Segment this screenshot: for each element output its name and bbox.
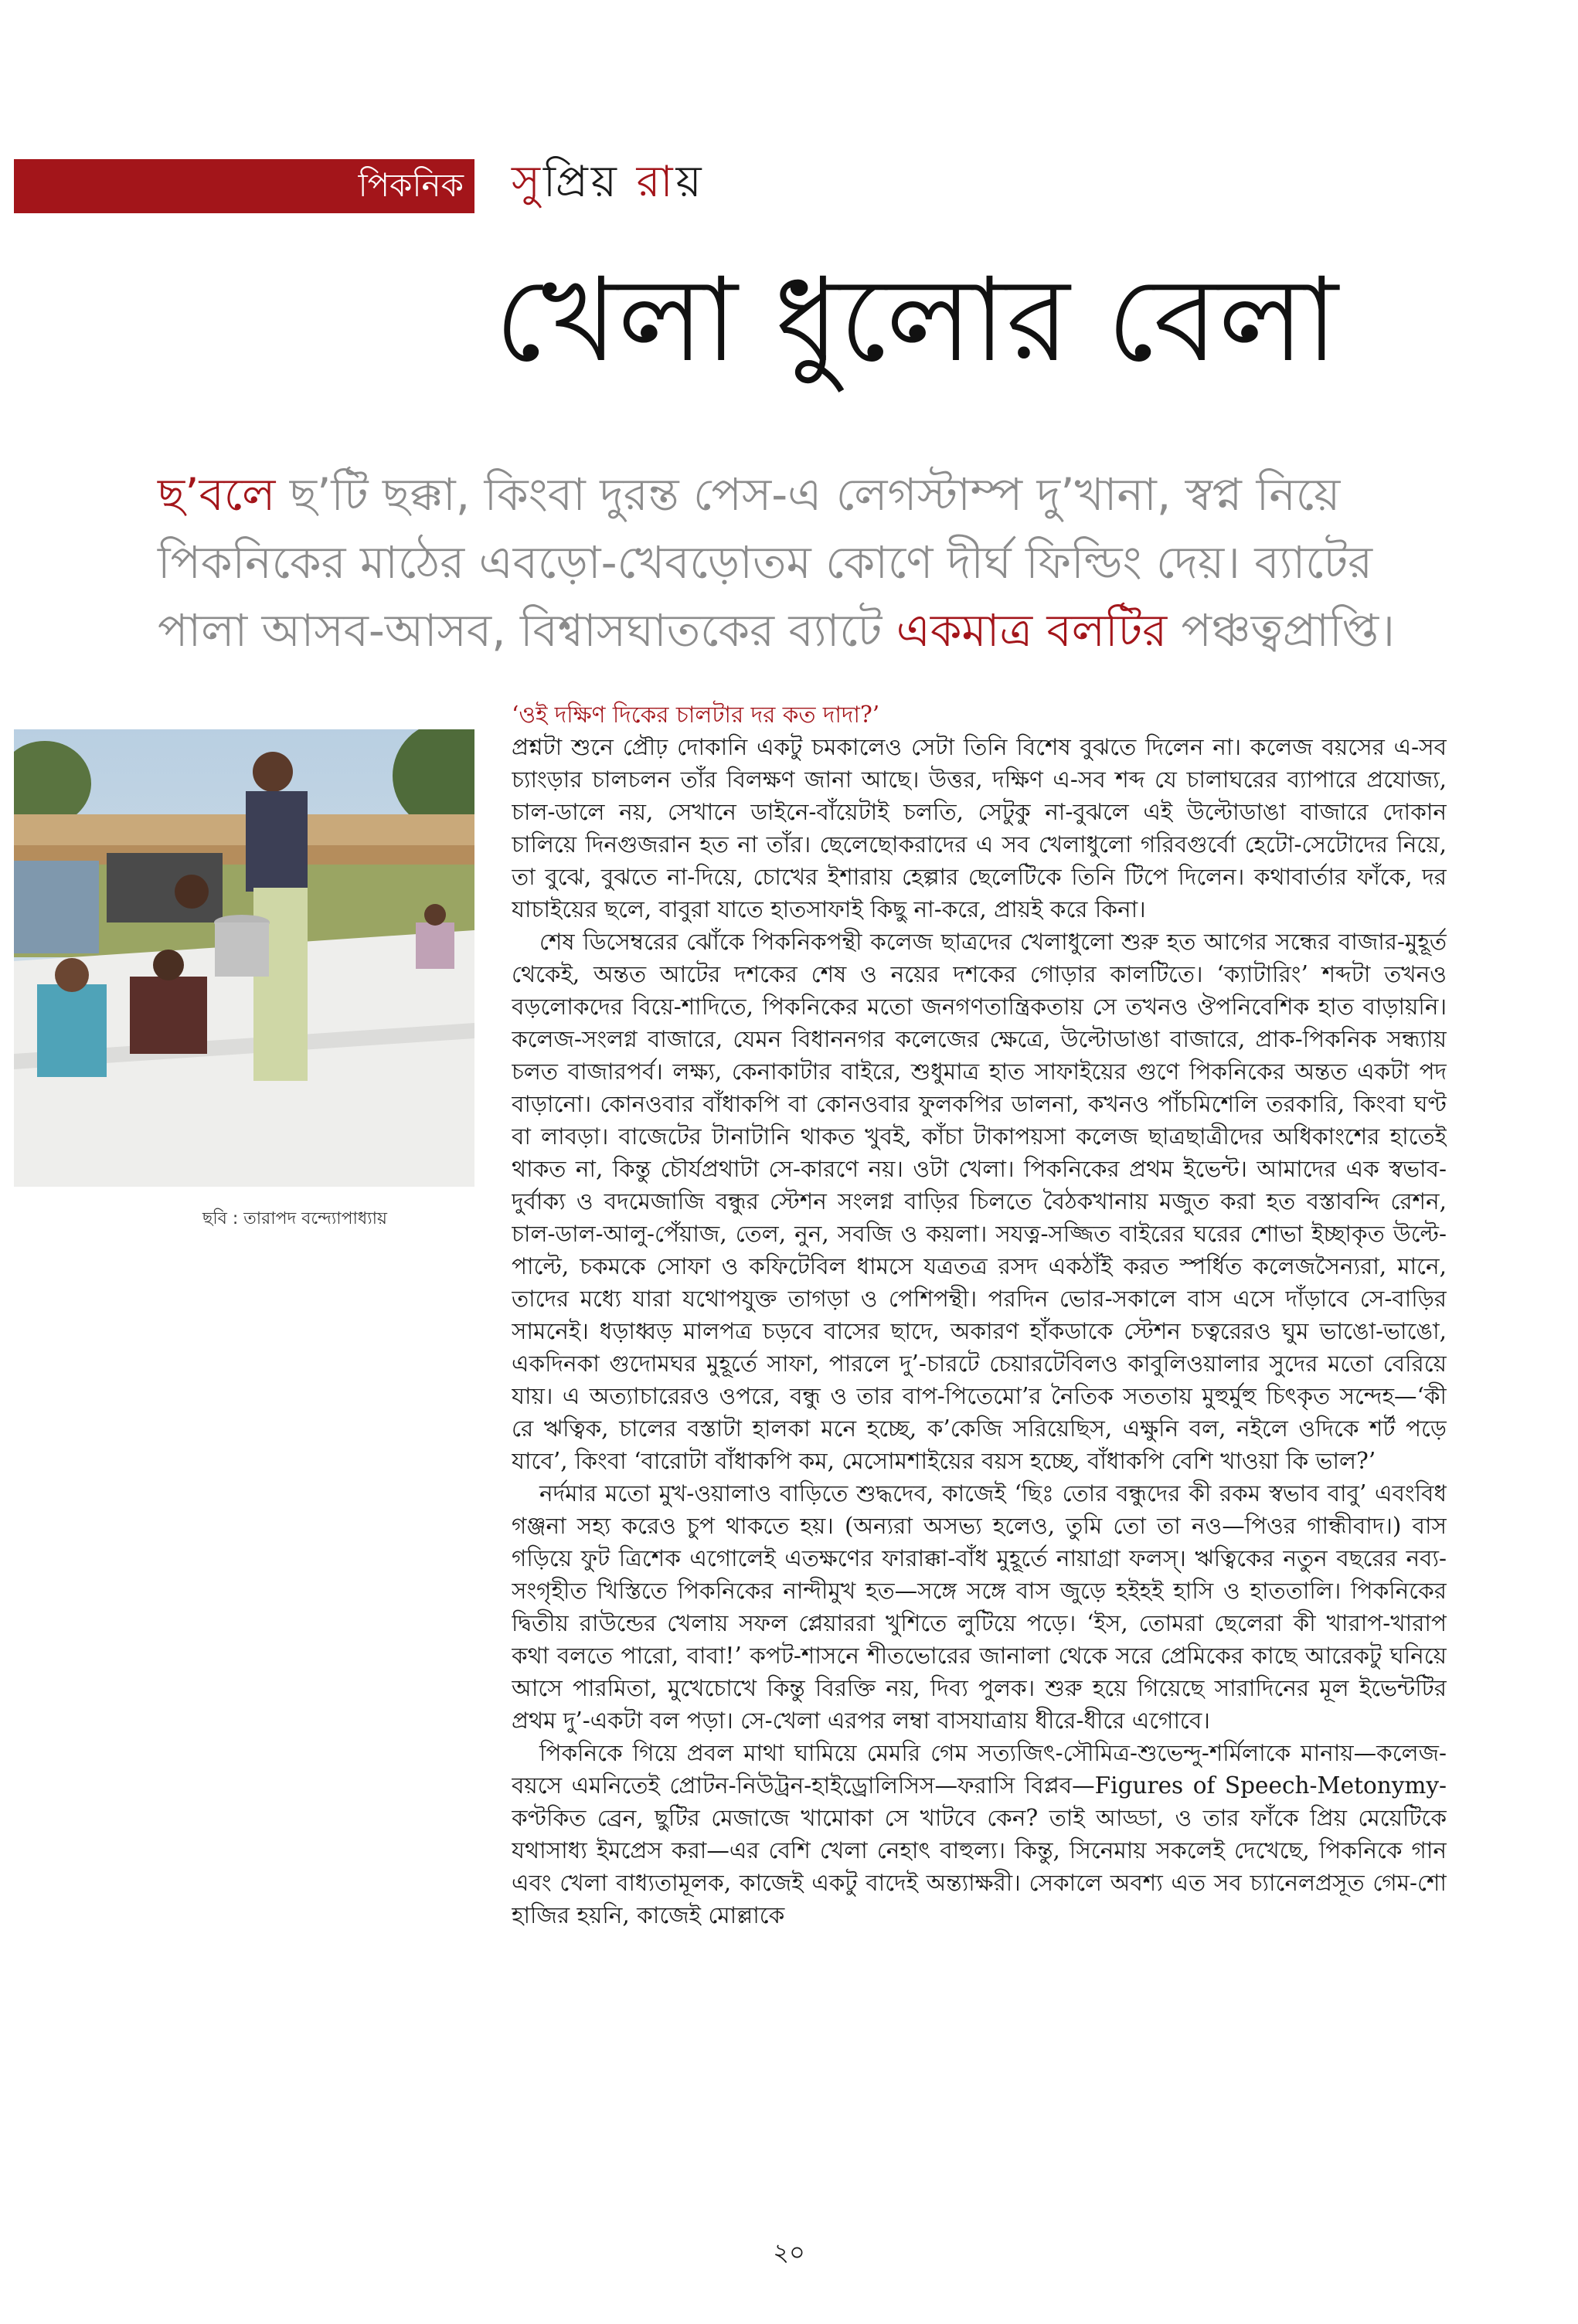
picnic-photo-illustration	[14, 729, 474, 1187]
article-paragraph: নর্দমার মতো মুখ-ওয়ালাও বাড়িতে শুদ্ধদেব, কাজেই ‘ছিঃ তোর বন্ধুদের কী রকম স্বভাব বাবু’ এবংবিধ গঞ্জনা সহ্য করেও চুপ থাকতে হয়। (অন্যরা অসভ্য হলেও, তুমি তো তা নও—পিওর গান্ধীবাদ।) বাস গড়িয়ে ফুট ত্রিশেক এগোলেই এতক্ষণের ফারাক্কা-বাঁধ মুহূর্তে নায়াগ্রা ফলস্। ঋত্বিকের নতুন বছরের নব্য-সংগৃহীত খিস্তিতে পিকনিকের নান্দীমুখ হত—সঙ্গে সঙ্গে বাস জুড়ে হইহই হাসি ও হাততালি। পিকনিকের দ্বিতীয় রাউন্ডের খেলায় সফল প্লেয়াররা খুশিতে লুটিয়ে পড়ে। ‘ইস, তোমরা ছেলেরা কী খারাপ-খারাপ কথা বলতে পারো, বাবা!’ কপট-শাসনে শীতভোরের জানালা থেকে সরে প্রেমিকের কাছে আরেকটু ঘনিয়ে আসে পারমিতা, মুখেচোখে কিন্তু বিরক্তি নয়, দিব্য পুলক। শুরু হয়ে গিয়েছে সারাদিনের মূল ইভেন্টটির প্রথম দু’-একটা বল পড়া। সে-খেলা এরপর লম্বা বাসযাত্রায় ধীরে-ধীরে এগোবে।	[512, 1480, 1447, 1734]
article-paragraph: পিকনিকে গিয়ে প্রবল মাথা ঘামিয়ে মেমরি গেম সত্যজিৎ-সৌমিত্র-শুভেন্দু-শর্মিলাকে মানায়—কলেজ-বয়সে এমনিতেই প্রোটন-নিউট্রন-হাইড্রোলিসিস—ফরাসি বিপ্লব—Figures of Speech-Metonymy-কণ্টকিত ব্রেন, ছুটির মেজাজে খামোকা সে খাটবে কেন? তাই আড্ডা, ও তার ফাঁকে প্রিয় মেয়েটিকে যথাসাধ্য ইমপ্রেস করা—এর বেশি খেলা নেহাৎ বাহুল্য। কিন্তু, সিনেমায় সকলেই দেখেছে, পিকনিকে গান এবং খেলা বাধ্যতামূলক, কাজেই একটু বাদেই অন্ত্যাক্ষরী। সেকালে অবশ্য এত সব চ্যানেলপ্রসূত গেম-শো হাজির হয়নি, কাজেই মোল্লাকে	[512, 1740, 1447, 1928]
article-paragraph: প্রশ্নটা শুনে প্রৌঢ় দোকানি একটু চমকালেও সেটা তিনি বিশেষ বুঝতে দিলেন না। কলেজ বয়সের এ-সব চ্যাংড়ার চালচলন তাঁর বিলক্ষণ জানা আছে। উত্তর, দক্ষিণ এ-সব শব্দ যে চালাঘরের ব্যাপারে প্রযোজ্য, চাল-ডালে নয়, সেখানে ডাইনে-বাঁয়েটাই চলতি, সেটুকু না-বুঝলে এই উল্টোডাঙা বাজারে দোকান চালিয়ে দিনগুজরান হত না তাঁর। ছেলেছোকরাদের এ সব খেলাধুলো গরিবগুর্বো হেটো-সেটোদের নিয়ে, তা বুঝে, বুঝতে না-দিয়ে, চোখের ইশারায় হেল্পার ছেলেটিকে তিনি টিপে দিলেন। কথাবার্তার ফাঁকে, দর যাচাইয়ের ছলে, বাবুরা যাতে হাতসাফাই কিছু না-করে, প্রায়ই করে কিনা।	[512, 734, 1447, 922]
standfirst-lead: ছ’বলে	[158, 468, 276, 521]
byline-first-initial: সু	[512, 157, 543, 207]
standfirst-text-2: পঞ্চত্বপ্রাপ্তি।	[1167, 604, 1395, 657]
standfirst	[158, 460, 1425, 664]
section-bar	[14, 159, 474, 213]
lead-quote: ‘ওই দক্ষিণ দিকের চালটার দর কত দাদা?’	[512, 702, 880, 728]
article-body	[512, 698, 1447, 2213]
standfirst-highlight: একমাত্র বলটির	[896, 604, 1168, 657]
byline-first-rest: প্রিয়	[543, 157, 637, 207]
article-headline: খেলা ধুলোর বেলা	[495, 253, 1338, 388]
byline-last-initial: রা	[636, 157, 676, 207]
article-paragraph: শেষ ডিসেম্বরের ঝোঁকে পিকনিকপন্থী কলেজ ছাত্রদের খেলাধুলো শুরু হত আগের সন্ধের বাজার-মুহূর্ত থেকেই, অন্তত আটের দশকের শেষ ও নয়ের দশকের গোড়ার কালটিতে। ‘ক্যাটারিং’ শব্দটা তখনও বড়লোকদের বিয়ে-শাদিতে, পিকনিকের মতো জনগণতান্ত্রিকতায় সে তখনও ঔপনিবেশিক হাত বাড়ায়নি। কলেজ-সংলগ্ন বাজারে, যেমন বিধাননগর কলেজের ক্ষেত্রে, উল্টোডাঙা বাজারে, প্রাক-পিকনিক সন্ধ্যায় চলত বাজারপর্ব। লক্ষ্য, কেনাকাটার বাইরে, শুধুমাত্র হাত সাফাইয়ের গুণে পিকনিকের অন্তত একটা পদ বাড়ানো। কোনওবার বাঁধাকপি বা কোনওবার ফুলকপির ডালনা, কখনও পাঁচমিশেলি তরকারি, কিংবা ঘণ্ট বা লাবড়া। বাজেটের টানাটানি থাকত খুবই, কাঁচা টাকাপয়সা কলেজ ছাত্রছাত্রীদের অধিকাংশের হাতেই থাকত না, কিন্তু চৌর্যপ্রথাটা সে-কারণে নয়। ওটা খেলা। পিকনিকের প্রথম ইভেন্ট। আমাদের এক স্বভাব-দুর্বাক্য ও বদমেজাজি বন্ধুর স্টেশন সংলগ্ন বাড়ির চিলতে বৈঠকখানায় মজুত করা হত বস্তাবন্দি রেশন, চাল-ডাল-আলু-পেঁয়াজ, তেল, নুন, সবজি ও কয়লা। সযত্ন-সজ্জিত বাইরের ঘরের শোভা ইচ্ছাকৃত উল্টে-পাল্টে, চকমকে সোফা ও কফিটেবিল ধামসে যত্রতত্র রসদ একঠাঁই করত স্পর্ধিত কলেজসৈন্যরা, মানে, তাদের মধ্যে যারা যথোপযুক্ত তাগড়া ও পেশিপন্থী। পরদিন ভোর-সকালে বাস এসে দাঁড়াবে সে-বাড়ির সামনেই। ধড়াধ্বড় মালপত্র চড়বে বাসের ছাদে, অকারণ হাঁকডাকে স্টেশন চত্বরেরও ঘুম ভাঙো-ভাঙো, একদিনকা গুদোমঘর মুহূর্তে সাফা, পারলে দু’-চারটে চেয়ারটেবিলও কাবুলিওয়ালার সুদের মতো বেরিয়ে যায়। এ অত্যাচারেরও ওপরে, বন্ধু ও তার বাপ-পিতেমো’র নৈতিক সততায় মুহুর্মুহু চিৎকৃত সন্দেহ—‘কী রে ঋত্বিক, চালের বস্তাটা হালকা মনে হচ্ছে, ক’কেজি সরিয়েছিস, এক্ষুনি বল, নইলে ওদিকে শর্ট পড়ে যাবে’, কিংবা ‘বারোটা বাঁধাকপি কম, মেসোমশাইয়ের বয়স হচ্ছে, বাঁধাকপি বেশি খাওয়া কি ভাল?’	[512, 929, 1447, 1474]
page-number: ২০	[773, 2237, 805, 2267]
photo-credit: ছবি : তারাপদ বন্দ্যোপাধ্যায়	[202, 1209, 387, 1228]
section-label: পিকনিক	[358, 166, 464, 204]
picnic-photo	[14, 729, 474, 1187]
byline-last-rest: য়	[675, 157, 705, 207]
standfirst-text-1: ছ’টি ছক্কা, কিংবা দুরন্ত পেস-এ লেগস্টাম্প দু’খানা, স্বপ্ন নিয়ে পিকনিকের মাঠের এবড়ো-খেবড়োতম কোণে দীর্ঘ ফিল্ডিং দেয়। ব্যাটের পালা আসব-আসব, বিশ্বাসঘাতকের ব্যাটে	[158, 468, 1373, 657]
author-byline	[512, 151, 705, 213]
